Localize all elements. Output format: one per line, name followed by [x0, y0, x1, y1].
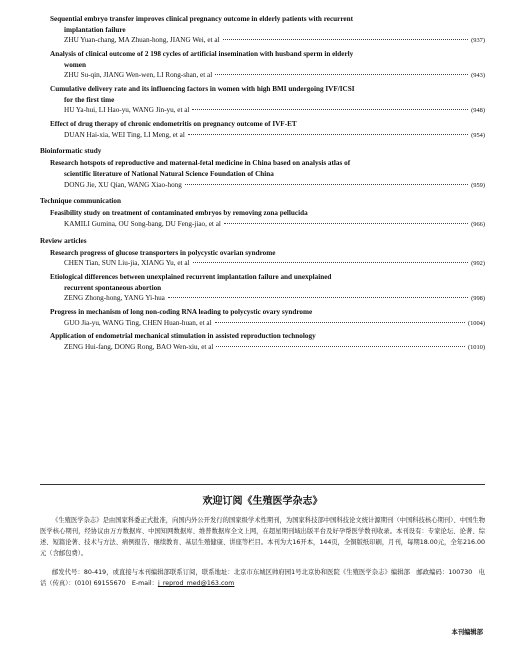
- article-authors: ZHU Su-qin, JIANG Wen-wen, LI Rong-shan, et al: [64, 71, 213, 80]
- article-title[interactable]: [40, 331, 485, 342]
- article-title[interactable]: [40, 307, 485, 318]
- article-title[interactable]: [40, 248, 485, 259]
- article-authors: ZENG Zhong-hong, YANG Yi-hua: [64, 294, 165, 303]
- dot-leader: [224, 223, 468, 224]
- toc-entry: [40, 158, 485, 191]
- toc-entries-clinical: [40, 14, 485, 141]
- page-number[interactable]: (954): [471, 131, 485, 139]
- article-title[interactable]: [40, 119, 485, 130]
- article-title[interactable]: [40, 208, 485, 219]
- toc-entry: [40, 208, 485, 230]
- article-authors: CHEN Tian, SUN Liu-jia, XIANG Yu, et al: [64, 259, 190, 268]
- article-authors-row: [40, 35, 485, 47]
- contact-text: 邮发代号：80-419，或直接与本刊编辑部联系订阅，联系地址：北京市东城区帅府园1号北京协和医院《生殖医学杂志》编辑部 邮政编码：100730 电话（传真）：(010) 69155670 E-mail：: [40, 569, 485, 587]
- page-number[interactable]: (1004): [467, 319, 485, 327]
- page-number[interactable]: (948): [471, 107, 485, 115]
- dot-leader: [188, 134, 468, 135]
- article-title-line: Feasibility study on treatment of contaminated embryos by removing zona pellucida: [50, 209, 308, 218]
- article-title-line: for the first time: [64, 95, 115, 104]
- toc-entry: [40, 14, 485, 47]
- toc-section: [40, 147, 485, 191]
- page-number[interactable]: (1010): [467, 344, 485, 352]
- article-title-line: recurrent spontaneous abortion: [64, 283, 162, 292]
- subscription-body: 《生殖医学杂志》是由国家科委正式批准，向国内外公开发行的国家级学术性期刊，为国家科技部中国科技论文统计源期刊（中国科技核心期刊）、中国生物医学核心期刊，经协议由万方数据库、中国知网数据库、维普数据库全文上网，在超星期刊域出版平台及好孕帮医学数刊收录。本刊设有：专家论坛、论著、综述、短篇论著、技术与方法、病例报告、继续教育、基层生殖健康、讲座等栏目。本刊为大16开本，144页，全铜版纸印刷，月刊，每期18.00元，全年216.00元（含邮包费）。: [40, 517, 485, 557]
- article-authors-row: [40, 219, 485, 231]
- article-title[interactable]: [40, 272, 485, 293]
- article-title[interactable]: [40, 14, 485, 35]
- toc-entry: [40, 272, 485, 305]
- article-authors: KAMILI Gumina, OU Song-bang, DU Feng-jiao, et al: [64, 219, 221, 228]
- article-authors-row: [40, 105, 485, 117]
- table-of-contents: [40, 14, 485, 356]
- article-title-line: Application of endometrial mechanical stimulation in assisted reproduction technology: [50, 332, 316, 341]
- page-number[interactable]: (966): [471, 220, 485, 228]
- article-authors-row: [40, 318, 485, 330]
- article-authors: DUAN Hai-xia, WEI Ting, LI Meng, et al: [64, 130, 185, 139]
- subscription-contact: [40, 567, 485, 589]
- page-number[interactable]: (998): [471, 295, 485, 303]
- section-heading: Review articles: [40, 236, 87, 245]
- page-number[interactable]: (943): [471, 72, 485, 80]
- article-title[interactable]: [40, 49, 485, 70]
- subscription-title: 欢迎订阅《生殖医学杂志》: [202, 496, 323, 507]
- article-authors-row: [40, 258, 485, 270]
- article-authors-row: [40, 180, 485, 192]
- article-title-line: Sequential embryo transfer improves clinical pregnancy outcome in elderly patients with recurrent: [50, 15, 353, 23]
- dot-leader: [192, 109, 468, 110]
- dot-leader: [193, 262, 469, 263]
- article-title[interactable]: [40, 158, 485, 179]
- article-title-line: scientific literature of National Natural Science Foundation of China: [64, 169, 274, 178]
- dot-leader: [216, 346, 465, 347]
- dot-leader: [185, 184, 468, 185]
- article-title-line: implantation failure: [64, 25, 126, 34]
- toc-entry: [40, 307, 485, 329]
- article-authors: HU Ya-hui, LI Hao-yu, WANG Jin-yu, et al: [64, 106, 190, 115]
- toc-entry: [40, 248, 485, 270]
- article-title-line: Analysis of clinical outcome of 2 198 cycles of artificial insemination with husband sperm in elderly: [50, 49, 354, 58]
- toc-section: [40, 237, 485, 354]
- article-authors: ZHU Yuan-chang, MA Zhuan-hong, JIANG Wei, et al: [64, 36, 220, 45]
- page-number[interactable]: (959): [471, 181, 485, 189]
- dot-leader: [215, 322, 465, 323]
- section-heading: Technique communication: [40, 197, 122, 206]
- article-title-line: Effect of drug therapy of chronic endometritis on pregnancy outcome of IVF-ET: [50, 119, 297, 128]
- page-number[interactable]: (937): [471, 37, 485, 45]
- toc-entry: [40, 119, 485, 141]
- article-authors-row: [40, 70, 485, 82]
- article-authors-row: [40, 342, 485, 354]
- article-title-line: women: [64, 60, 86, 69]
- article-title-line: Research hotspots of reproductive and maternal-fetal medicine in China based on analysis atlas of: [50, 159, 351, 168]
- editorial-signature: 本刊编辑部: [451, 629, 483, 636]
- toc-section: [40, 197, 485, 230]
- article-title-line: Etiological differences between unexplained recurrent implantation failure and unexplained: [50, 273, 332, 282]
- dot-leader: [223, 39, 469, 40]
- toc-sections: [40, 147, 485, 354]
- page-number[interactable]: (992): [471, 260, 485, 268]
- email-link[interactable]: j_reprod_med@163.com: [157, 580, 235, 587]
- article-title-line: Progress in mechanism of long non-coding RNA leading to polycystic ovary syndrome: [50, 308, 313, 317]
- article-authors-row: [40, 130, 485, 142]
- section-divider: [40, 484, 485, 485]
- article-authors: DONG Jie, XU Qian, WANG Xiao-hong: [64, 180, 182, 189]
- toc-entry: [40, 84, 485, 117]
- article-title-line: Research progress of glucose transporters in polycystic ovarian syndrome: [50, 248, 276, 257]
- toc-entry: [40, 49, 485, 82]
- dot-leader: [215, 74, 468, 75]
- article-authors-row: [40, 293, 485, 305]
- article-authors: GUO Jia-yu, WANG Ting, CHEN Huan-huan, et al: [64, 318, 212, 327]
- article-authors: ZENG Hui-fang, DONG Rong, BAO Wen-xiu, et al: [64, 343, 214, 352]
- article-title-line: Cumulative delivery rate and its influencing factors in women with high BMI undergoing IVF/ICSI: [50, 84, 355, 93]
- article-title[interactable]: [40, 84, 485, 105]
- toc-entry: [40, 331, 485, 353]
- section-heading: Bioinformatic study: [40, 147, 102, 156]
- dot-leader: [168, 297, 468, 298]
